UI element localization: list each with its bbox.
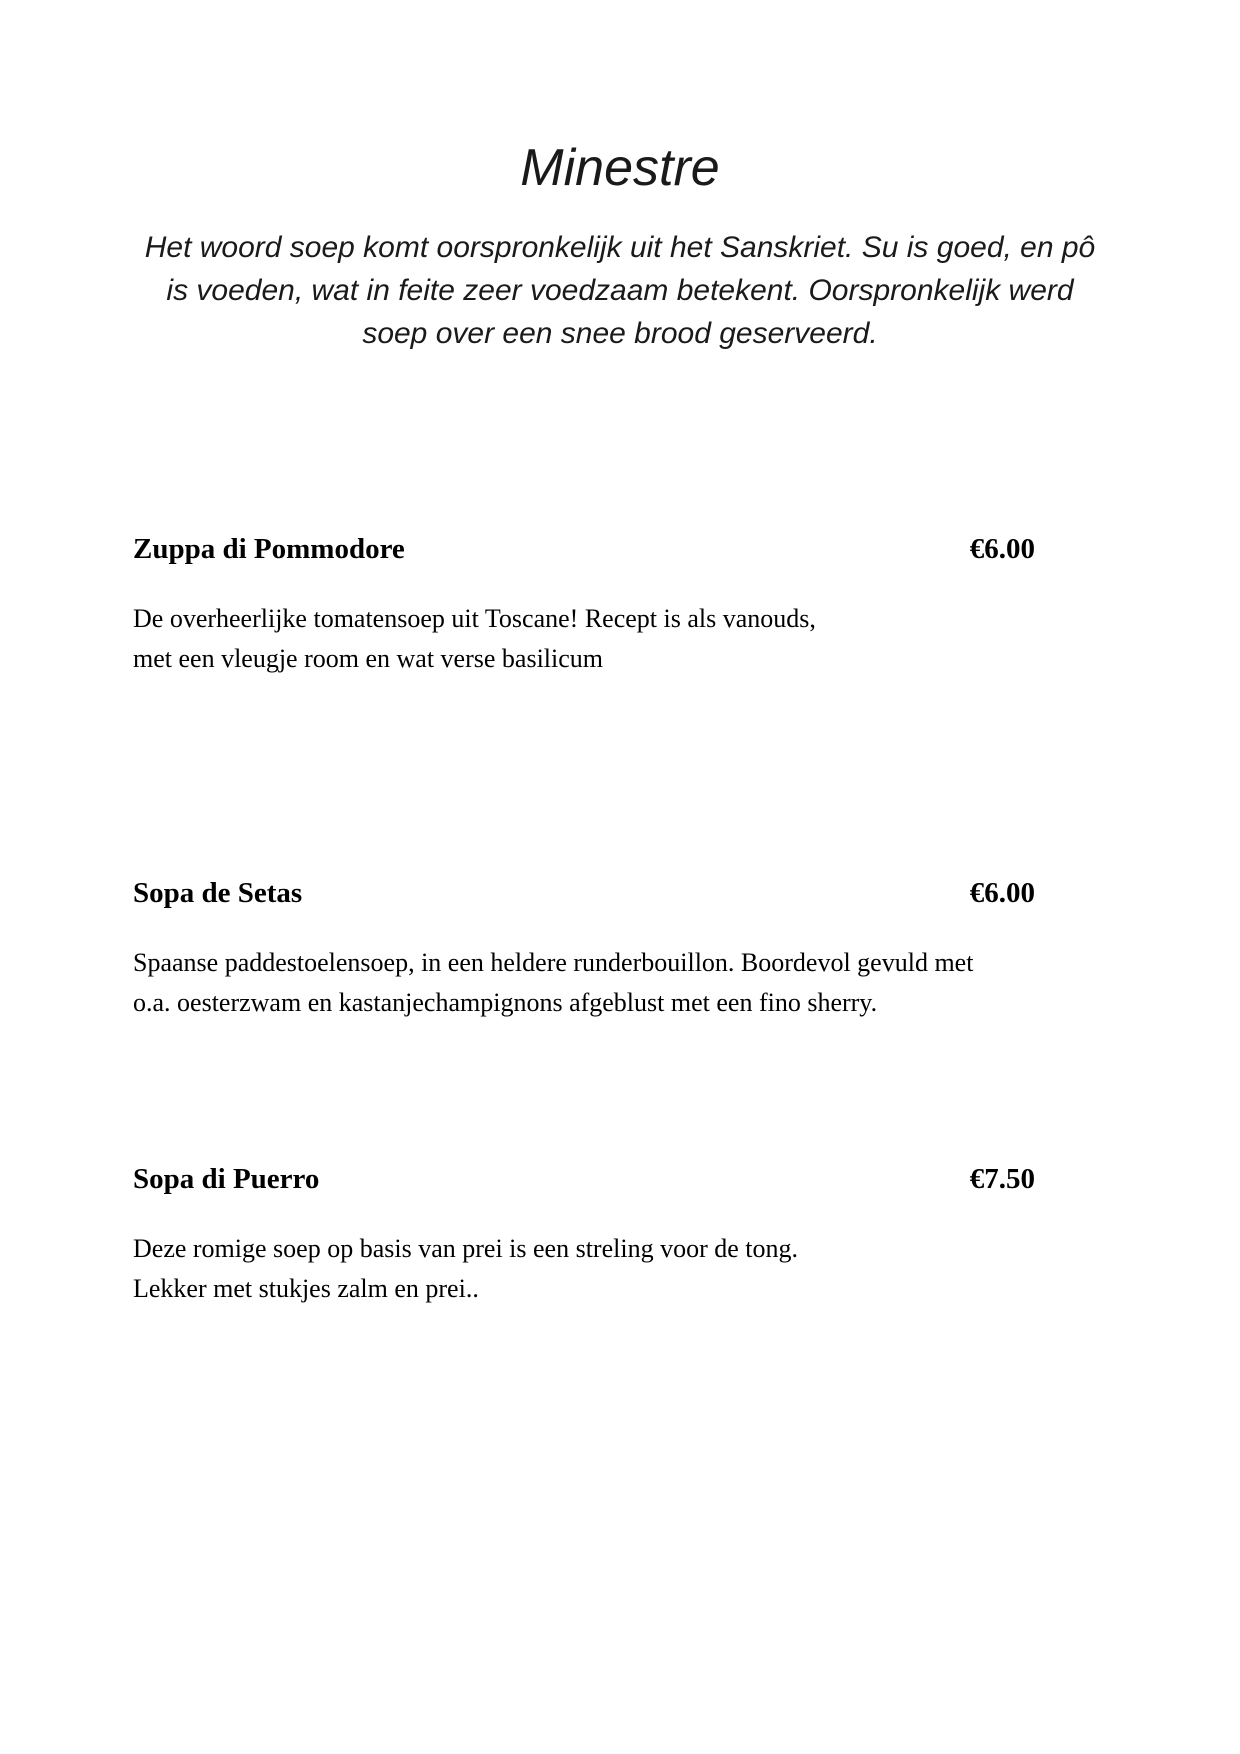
menu-section bbox=[0, 533, 1240, 1309]
page-title: Minestre bbox=[520, 139, 720, 197]
menu-item-price: €6.00 bbox=[969, 533, 1035, 565]
menu-item-header bbox=[133, 877, 1035, 910]
description-line: met een vleugje room en wat verse basilicum bbox=[133, 644, 604, 673]
menu-item bbox=[0, 877, 1240, 1023]
menu-item-header bbox=[133, 533, 1035, 566]
menu-item-description bbox=[133, 943, 1013, 1023]
menu-item-description bbox=[133, 1229, 1013, 1309]
menu-item-name: Sopa di Puerro bbox=[133, 1163, 320, 1195]
menu-item-header bbox=[133, 1163, 1035, 1196]
description-line: Deze romige soep op basis van prei is een streling voor de tong. bbox=[133, 1234, 798, 1263]
description-line: De overheerlijke tomatensoep uit Toscane! Recept is als vanouds, bbox=[133, 604, 816, 633]
menu-item-name: Zuppa di Pommodore bbox=[133, 533, 405, 565]
menu-item bbox=[0, 533, 1240, 679]
intro-text: Het woord soep komt oorspronkelijk uit het Sanskriet. Su is goed, en pô is voeden, wat in feite zeer voedzaam betekent. Oorspronkelijk werd soep over een snee brood geserveerd. bbox=[144, 231, 1096, 350]
menu-item-name: Sopa de Setas bbox=[133, 877, 303, 909]
description-line: o.a. oesterzwam en kastanjechampignons afgeblust met een fino sherry. bbox=[133, 988, 878, 1017]
menu-item-description bbox=[133, 599, 1013, 679]
menu-item-price: €7.50 bbox=[969, 1163, 1035, 1195]
description-line: Spaanse paddestoelensoep, in een heldere runderbouillon. Boordevol gevuld met bbox=[133, 948, 974, 977]
menu-item bbox=[0, 1163, 1240, 1309]
menu-item-price: €6.00 bbox=[969, 877, 1035, 909]
description-line: Lekker met stukjes zalm en prei.. bbox=[133, 1274, 479, 1303]
